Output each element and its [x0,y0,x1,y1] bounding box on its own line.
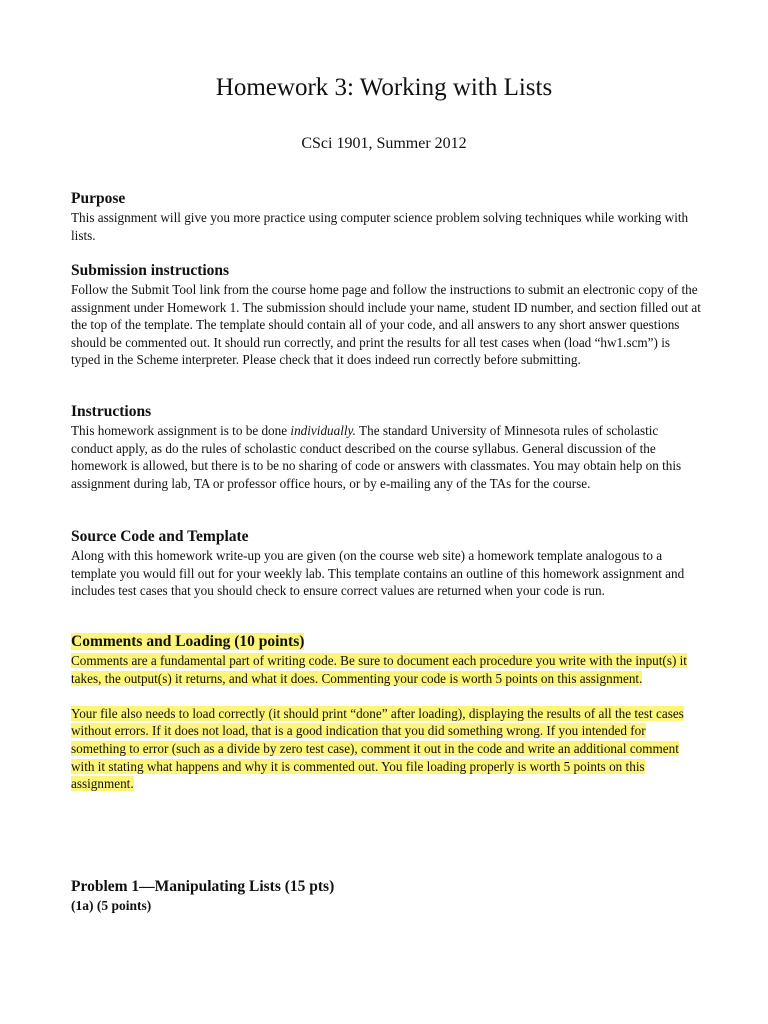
section-heading-purpose: Purpose [71,190,126,207]
section-heading-instructions: Instructions [71,403,152,420]
instructions-text-start: This homework assignment is to be done [71,423,291,438]
instructions-text-rest: The standard University of Minnesota rules of scholastic conduct apply, as do the rules of scholastic conduct described on the course syllabus. General discussion of the homework is allowed, but there is to be no sharing of code or answers with classmates. You may obtain help on this assignment during lab, TA or professor office hours, or by e-mailing any of the TAs for the course. [71,423,682,491]
comments-paragraph-2: Your file also needs to load correctly (it should print “done” after loading), displaying the results of all the test cases without errors. If it does not load, that is a good indication that you did something wrong. If you intended for something to error (such as a divide by zero test case), comment it out in the code and write an additional comment with it stating what happens and why it is commented out. You file loading properly is worth 5 points on this assignment. [71,705,684,792]
section-source-code [71,528,701,600]
section-text-instructions [71,422,701,492]
section-heading-comments-loading: Comments and Loading (10 points) [71,633,305,650]
problem-1a-heading: (1a) (5 points) [71,898,152,913]
course-subtitle: CSci 1901, Summer 2012 [301,135,467,152]
section-comments-loading [71,633,701,793]
section-text-submission: Follow the Submit Tool link from the course home page and follow the instructions to submit an electronic copy of the assignment under Homework 1. The submission should include your name, student ID number, and section filled out at the top of the template. The template should contain all of your code, and all answers to any short answer questions should be commented out. It should run correctly, and print the results for all test cases when (load “hw1.scm”) is typed in the Scheme interpreter. Please check that it does indeed run correctly before submitting. [71,282,701,368]
page-title: Homework 3: Working with Lists [215,74,553,101]
instructions-text-emphasis: individually. [290,423,356,438]
section-heading-problem-1: Problem 1—Manipulating Lists (15 pts) [71,878,335,895]
section-purpose [71,190,701,244]
section-heading-source-code: Source Code and Template [71,528,249,545]
section-heading-submission: Submission instructions [71,262,230,279]
section-instructions [71,403,701,492]
section-submission [71,262,701,369]
section-problem-1 [71,878,701,915]
section-text-purpose: This assignment will give you more practice using computer science problem solving techniques while working with lists. [71,210,689,243]
section-text-source-code: Along with this homework write-up you are given (on the course web site) a homework template analogous to a template you would fill out for your weekly lab. This template contains an outline of this homework assignment and includes test cases that you should check to ensure correct values are returned when your code is run. [71,548,685,599]
comments-paragraph-1: Comments are a fundamental part of writing code. Be sure to document each procedure you write with the input(s) it takes, the output(s) it returns, and what it does. Commenting your code is worth 5 points on this assignment. [71,653,687,686]
